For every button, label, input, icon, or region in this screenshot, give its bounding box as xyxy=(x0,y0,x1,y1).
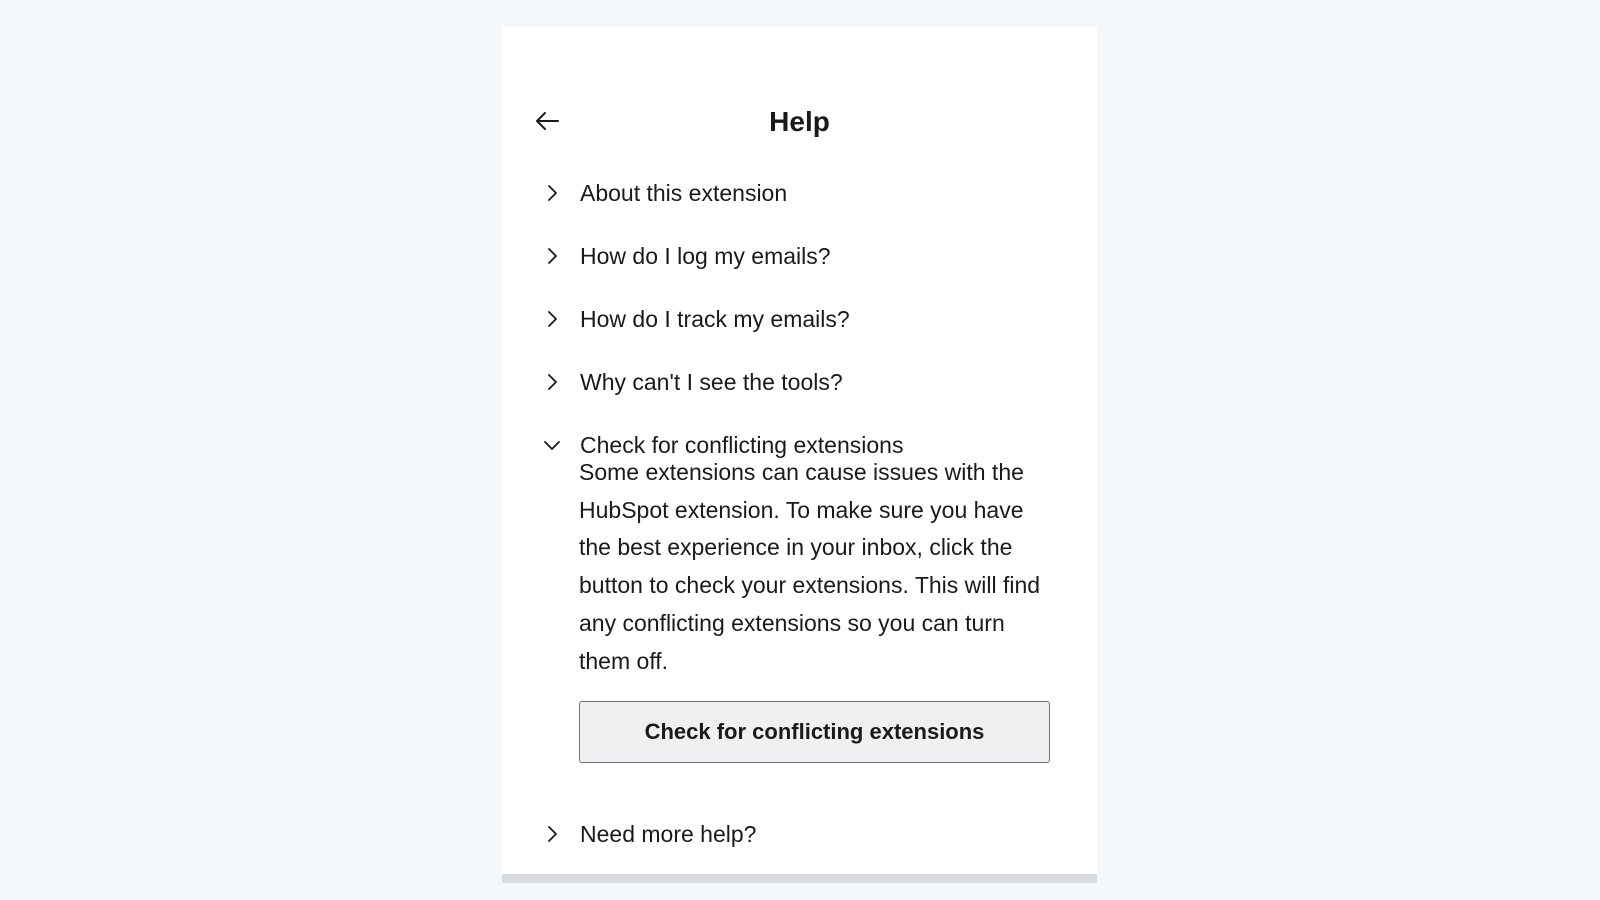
chevron-right-icon xyxy=(540,370,564,394)
faq-item-need-more-help[interactable] xyxy=(540,814,756,854)
faq-item-label: Check for conflicting extensions xyxy=(580,432,904,458)
faq-item-label: How do I log my emails? xyxy=(580,243,831,269)
help-header xyxy=(502,27,1097,137)
faq-answer-text: Some extensions can cause issues with the HubSpot extension. To make sure you have the best experience in your inbox, click the button to check your extensions. This will find any conflicting extensions so you can turn them off. xyxy=(579,459,1041,674)
chevron-right-icon xyxy=(540,181,564,205)
page-title: Help xyxy=(769,106,830,137)
chevron-down-icon xyxy=(540,433,564,457)
chevron-right-icon xyxy=(540,244,564,268)
chevron-right-icon xyxy=(540,822,564,846)
help-panel xyxy=(502,27,1097,875)
check-conflicting-extensions-button[interactable]: Check for conflicting extensions xyxy=(579,701,1050,763)
faq-item-see-tools[interactable] xyxy=(540,362,843,402)
faq-item-label: About this extension xyxy=(580,180,788,206)
faq-item-label: Need more help? xyxy=(580,821,757,847)
faq-item-label: How do I track my emails? xyxy=(580,306,850,332)
chevron-right-icon xyxy=(540,307,564,331)
faq-item-log-emails[interactable] xyxy=(540,236,831,276)
faq-item-track-emails[interactable] xyxy=(540,299,850,339)
panel-bottom-scrollbar xyxy=(502,874,1097,883)
faq-item-about-extension[interactable] xyxy=(540,173,787,213)
faq-item-label: Why can't I see the tools? xyxy=(580,369,843,395)
